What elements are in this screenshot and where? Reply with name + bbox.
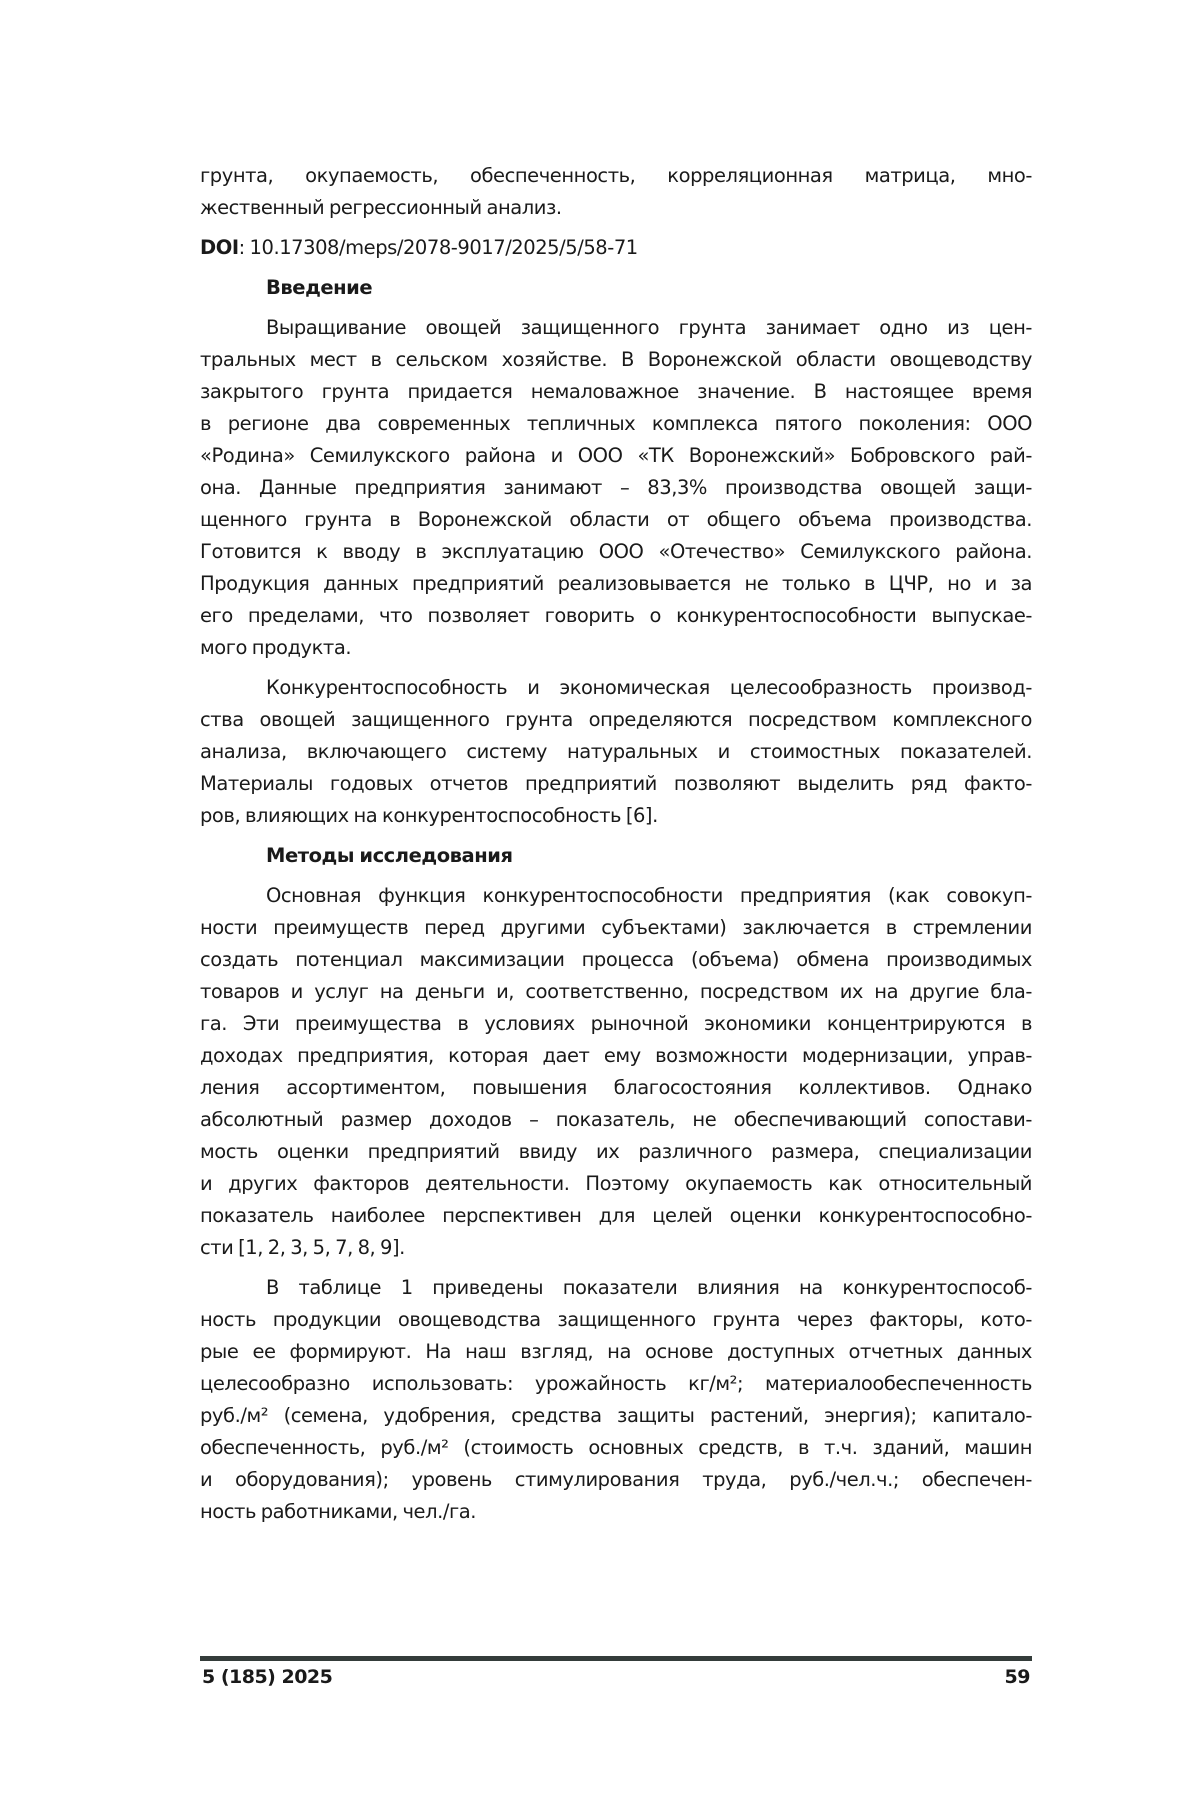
text-line: закрытого грунта придается немаловажное значение. В настоящее время [200, 376, 1032, 408]
text-line: показатель наиболее перспективен для целей оценки конкурентоспособно- [200, 1200, 1032, 1232]
text-line: ности преимуществ перед другими субъектами) заключается в стремлении [200, 912, 1032, 944]
text-line: мость оценки предприятий ввиду их различного размера, специализации [200, 1136, 1032, 1168]
text-line: она. Данные предприятия занимают – 83,3% производства овощей защи- [200, 472, 1032, 504]
doi-value: : 10.17308/meps/2078-9017/2025/5/58-71 [239, 236, 638, 259]
section [200, 272, 1032, 832]
section-heading: Методы исследования [200, 840, 1032, 872]
text-line: ления ассортиментом, повышения благосостояния коллективов. Однако [200, 1072, 1032, 1104]
text-line: Выращивание овощей защищенного грунта занимает одно из цен- [200, 312, 1032, 344]
paragraph [200, 1272, 1032, 1528]
text-line: и других факторов деятельности. Поэтому окупаемость как относительный [200, 1168, 1032, 1200]
text-line: тральных мест в сельском хозяйстве. В Воронежской области овощеводству [200, 344, 1032, 376]
text-line: ность продукции овощеводства защищенного грунта через факторы, кото- [200, 1304, 1032, 1336]
text-line: Продукция данных предприятий реализовывается не только в ЦЧР, но и за [200, 568, 1032, 600]
text-line: Основная функция конкурентоспособности предприятия (как совокуп- [200, 880, 1032, 912]
paragraph [200, 312, 1032, 664]
text-line: жественный регрессионный анализ. [200, 192, 1032, 224]
paragraph [200, 880, 1032, 1264]
paragraph [200, 672, 1032, 832]
article-body [200, 160, 1032, 1528]
text-line: сти [1, 2, 3, 5, 7, 8, 9]. [200, 1232, 1032, 1264]
text-line: анализа, включающего систему натуральных и стоимостных показателей. [200, 736, 1032, 768]
page-footer [202, 1666, 1030, 1688]
page-number: 59 [1005, 1666, 1030, 1688]
text-line: абсолютный размер доходов – показатель, не обеспечивающий сопостави- [200, 1104, 1032, 1136]
text-line: ров, влияющих на конкурентоспособность [6]. [200, 800, 1032, 832]
doi [200, 232, 1032, 264]
section [200, 840, 1032, 1528]
text-line: товаров и услуг на деньги и, соответственно, посредством их на другие бла- [200, 976, 1032, 1008]
text-line: обеспеченность, руб./м² (стоимость основных средств, в т.ч. зданий, машин [200, 1432, 1032, 1464]
text-line: его пределами, что позволяет говорить о конкурентоспособности выпускае- [200, 600, 1032, 632]
text-line: доходах предприятия, которая дает ему возможности модернизации, управ- [200, 1040, 1032, 1072]
text-line: руб./м² (семена, удобрения, средства защиты растений, энергия); капитало- [200, 1400, 1032, 1432]
issue-number: 5 (185) 2025 [202, 1666, 332, 1688]
text-line: создать потенциал максимизации процесса (объема) обмена производимых [200, 944, 1032, 976]
text-line: Готовится к вводу в эксплуатацию ООО «Отечество» Семилукского района. [200, 536, 1032, 568]
doi-label: DOI [200, 236, 239, 259]
footer-divider [200, 1656, 1032, 1661]
text-line: щенного грунта в Воронежской области от общего объема производства. [200, 504, 1032, 536]
text-line: «Родина» Семилукского района и ООО «ТК Воронежский» Бобровского рай- [200, 440, 1032, 472]
text-line: грунта, окупаемость, обеспеченность, корреляционная матрица, мно- [200, 160, 1032, 192]
text-line: и оборудования); уровень стимулирования труда, руб./чел.ч.; обеспечен- [200, 1464, 1032, 1496]
text-line: рые ее формируют. На наш взгляд, на основе доступных отчетных данных [200, 1336, 1032, 1368]
text-line: мого продукта. [200, 632, 1032, 664]
text-line: В таблице 1 приведены показатели влияния на конкурентоспособ- [200, 1272, 1032, 1304]
text-line: ность работниками, чел./га. [200, 1496, 1032, 1528]
text-line: целесообразно использовать: урожайность кг/м²; материалообеспеченность [200, 1368, 1032, 1400]
text-line: ства овощей защищенного грунта определяются посредством комплексного [200, 704, 1032, 736]
text-line: в регионе два современных тепличных комплекса пятого поколения: ООО [200, 408, 1032, 440]
text-line: га. Эти преимущества в условиях рыночной экономики концентрируются в [200, 1008, 1032, 1040]
text-line: Материалы годовых отчетов предприятий позволяют выделить ряд факто- [200, 768, 1032, 800]
section-heading: Введение [200, 272, 1032, 304]
text-line: Конкурентоспособность и экономическая целесообразность производ- [200, 672, 1032, 704]
keywords-continuation [200, 160, 1032, 224]
